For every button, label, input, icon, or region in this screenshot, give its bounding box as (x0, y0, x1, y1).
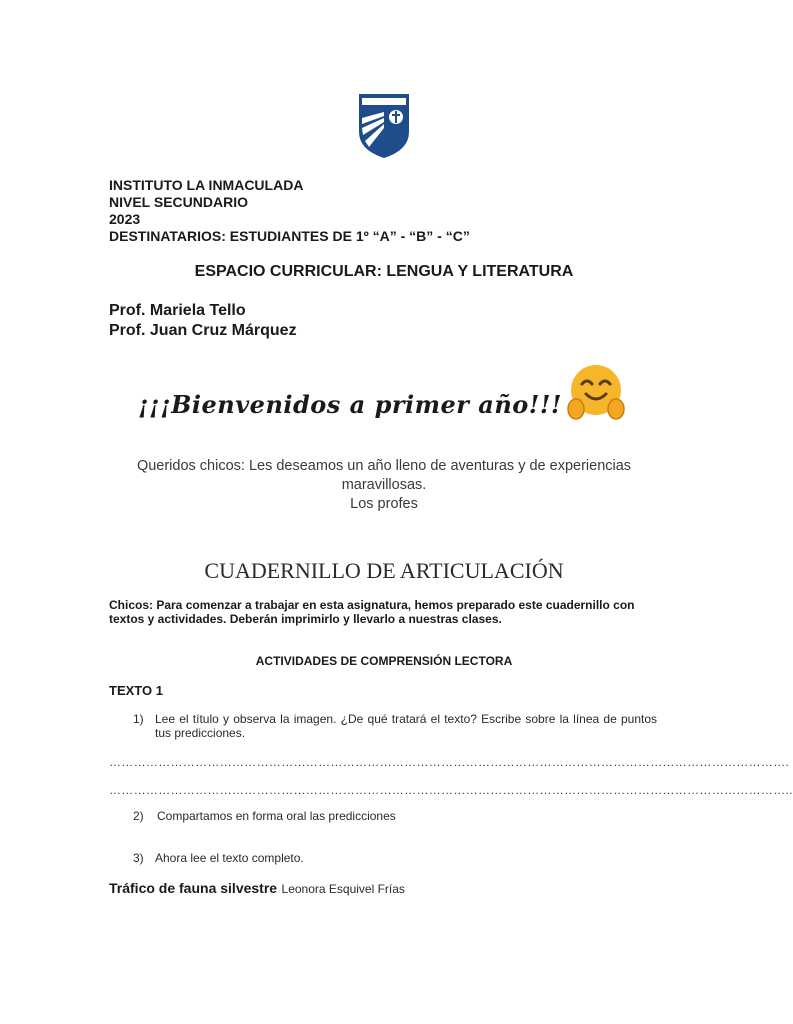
question-text: Compartamos en forma oral las predicciones (157, 809, 396, 823)
text-label: TEXTO 1 (109, 683, 163, 698)
reading-title-line (109, 880, 405, 898)
teachers-list (109, 301, 297, 341)
question-number: 3) (133, 851, 144, 865)
subject-title: ESPACIO CURRICULAR: LENGUA Y LITERATURA (194, 263, 574, 280)
question-text: Lee el título y observa la imagen. ¿De qué tratará el texto? Escribe sobre la línea de puntos tus predicciones. (155, 712, 657, 740)
document-header (109, 177, 470, 245)
greeting-text: Queridos chicos: Les deseamos un año lleno de aventuras y de experiencias maravillosas. (136, 458, 632, 493)
question-number: 1) (133, 712, 144, 726)
question-number: 2) (133, 809, 144, 823)
teacher-name: Prof. Mariela Tello (109, 302, 246, 319)
recipients: DESTINATARIOS: ESTUDIANTES DE 1º “A” - “B” - “C” (109, 228, 470, 244)
institution-name: INSTITUTO LA INMACULADA (109, 177, 304, 193)
question-item (133, 851, 657, 865)
question-text: Ahora lee el texto completo. (155, 851, 304, 865)
teacher-name: Prof. Juan Cruz Márquez (109, 322, 297, 339)
question-item (133, 809, 657, 823)
reading-title: Tráfico de fauna silvestre (109, 880, 278, 896)
answer-line: ………………………………………………………………………………………………………………………………………………….. (109, 783, 793, 797)
school-level: NIVEL SECUNDARIO (109, 194, 248, 210)
reading-author: Leonora Esquivel Frías (281, 882, 405, 896)
school-year: 2023 (109, 211, 141, 227)
question-item (133, 712, 657, 740)
intro-paragraph: Chicos: Para comenzar a trabajar en esta asignatura, hemos preparado este cuadernillo con textos y actividades. Deberán imprimirlo y llevarlo a nuestras clases. (109, 598, 635, 626)
activities-heading: ACTIVIDADES DE COMPRENSIÓN LECTORA (255, 654, 513, 668)
greeting-message (130, 457, 638, 514)
booklet-title: CUADERNILLO DE ARTICULACIÓN (204, 558, 564, 583)
welcome-heading: ¡¡¡Bienvenidos a primer año!!! (138, 390, 562, 419)
greeting-signature: Los profes (350, 496, 418, 512)
school-crest-icon (356, 90, 412, 160)
answer-line: …………………………………………………………………………………………………………………………………………………. (109, 755, 790, 769)
hugging-face-icon (566, 363, 626, 421)
